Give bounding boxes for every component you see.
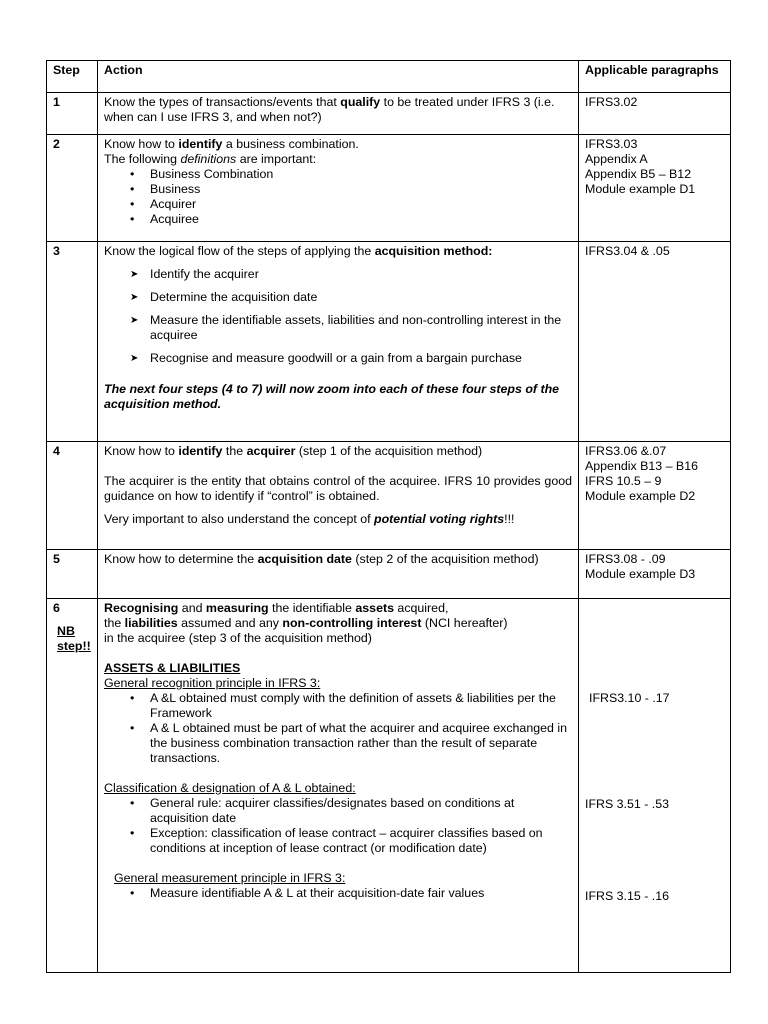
table-row-step-2 [47, 135, 731, 242]
step-references: IFRS3.06 &.07 Appendix B13 – B16 IFRS 10.5 – 9 Module example D2 [579, 442, 731, 550]
list-item: • A &L obtained must comply with the definition of assets & liabilities per the Framework [130, 691, 572, 721]
step-number-cell [47, 599, 98, 973]
subheading: General recognition principle in IFRS 3: [104, 676, 321, 690]
steps-table [46, 60, 731, 973]
acquisition-steps-list [104, 267, 572, 366]
step-action: Know how to identify a business combination. The following definitions are important: • Business Combination • Business • Acquirer • Acquiree [98, 135, 579, 242]
subheading: Classification & designation of A & L obtained: [104, 781, 356, 795]
step-action: Recognising and measuring the identifiable assets acquired, the liabilities assumed and any non-controlling interest (NCI hereafter) in the acquiree (step 3 of the acquisition method) ASSETS & LIABILITIES General recognition principle in IFRS 3: • A &L obtained must comply with the definition of assets & liabilities per the Framework • A & L obtained must be part of what the acquirer and acquiree exchanged in the business combination transaction rather than the result of separate transactions. Classification & designation of A & L obtained: • General rule: acquirer classifies/designates based on conditions at acquisition date • Exception: classification of lease contract – acquirer classifies based on conditions at inception of lease contract (or modification date) General measurement principle in IFRS 3: • Measure identifiable A & L at their acquisition-date fair values [98, 599, 579, 973]
recognition-list [104, 691, 572, 766]
header-action: Action [98, 61, 579, 93]
list-item: ➤ Identify the acquirer [130, 267, 572, 282]
step-references: IFRS3.10 - .17 IFRS 3.51 - .53 IFRS 3.15 - .16 [579, 599, 731, 973]
list-item: • Acquirer [130, 197, 572, 212]
table-row-step-6 [47, 599, 731, 973]
list-item: • Exception: classification of lease contract – acquirer classifies based on conditions at inception of lease contract (or modification date) [130, 826, 572, 856]
header-paragraphs: Applicable paragraphs [579, 61, 731, 93]
table-row-step-4 [47, 442, 731, 550]
list-item: ➤ Determine the acquisition date [130, 290, 572, 305]
list-item: • Business Combination [130, 167, 572, 182]
list-item: • General rule: acquirer classifies/designates based on conditions at acquisition date [130, 796, 572, 826]
classification-list [104, 796, 572, 856]
step-action: Know the types of transactions/events that qualify to be treated under IFRS 3 (i.e. when can I use IFRS 3, and when not?) [98, 93, 579, 135]
zoom-note: The next four steps (4 to 7) will now zoom into each of these four steps of the acquisition method. [104, 382, 560, 411]
table-row-step-5 [47, 550, 731, 599]
header-step: Step [47, 61, 98, 93]
step-references: IFRS3.04 & .05 [579, 242, 731, 442]
table-row-step-3 [47, 242, 731, 442]
step-references: IFRS3.02 [579, 93, 731, 135]
step-number: 2 [47, 135, 98, 242]
definitions-list [104, 167, 572, 227]
list-item: • Acquiree [130, 212, 572, 227]
list-item: ➤ Recognise and measure goodwill or a gain from a bargain purchase [130, 351, 572, 366]
step-number: 1 [47, 93, 98, 135]
list-item: ➤ Measure the identifiable assets, liabilities and non-controlling interest in the acquiree [130, 313, 572, 343]
table-row-step-1 [47, 93, 731, 135]
list-item: • Measure identifiable A & L at their acquisition-date fair values [130, 886, 572, 901]
step-action: Know how to determine the acquisition date (step 2 of the acquisition method) [98, 550, 579, 599]
step-references: IFRS3.08 - .09 Module example D3 [579, 550, 731, 599]
step-number: 4 [47, 442, 98, 550]
table-header-row [47, 61, 731, 93]
step-number: 5 [47, 550, 98, 599]
step-action: Know how to identify the acquirer (step 1 of the acquisition method) The acquirer is the entity that obtains control of the acquiree. IFRS 10 provides good guidance on how to identify if “control” is obtained. Very important to also understand the concept of potential voting rights!!! [98, 442, 579, 550]
section-heading: ASSETS & LIABILITIES [104, 661, 241, 675]
list-item: • A & L obtained must be part of what the acquirer and acquiree exchanged in the business combination transaction rather than the result of separate transactions. [130, 721, 572, 766]
step-number: 6 [53, 601, 60, 615]
nb-step-note: NB step!! [57, 624, 91, 653]
subheading: General measurement principle in IFRS 3: [114, 871, 346, 885]
step-action: Know the logical flow of the steps of applying the acquisition method: ➤ Identify the acquirer ➤ Determine the acquisition date ➤ Measure the identifiable assets, liabilities and non-controlling interest in the acquiree ➤ Recognise and measure goodwill or a gain from a bargain purchase The next four steps (4 to 7) will now zoom into each of these four steps of the acquisition method. [98, 242, 579, 442]
step-number: 3 [47, 242, 98, 442]
measurement-list [104, 886, 572, 901]
list-item: • Business [130, 182, 572, 197]
step-references: IFRS3.03 Appendix A Appendix B5 – B12 Module example D1 [579, 135, 731, 242]
